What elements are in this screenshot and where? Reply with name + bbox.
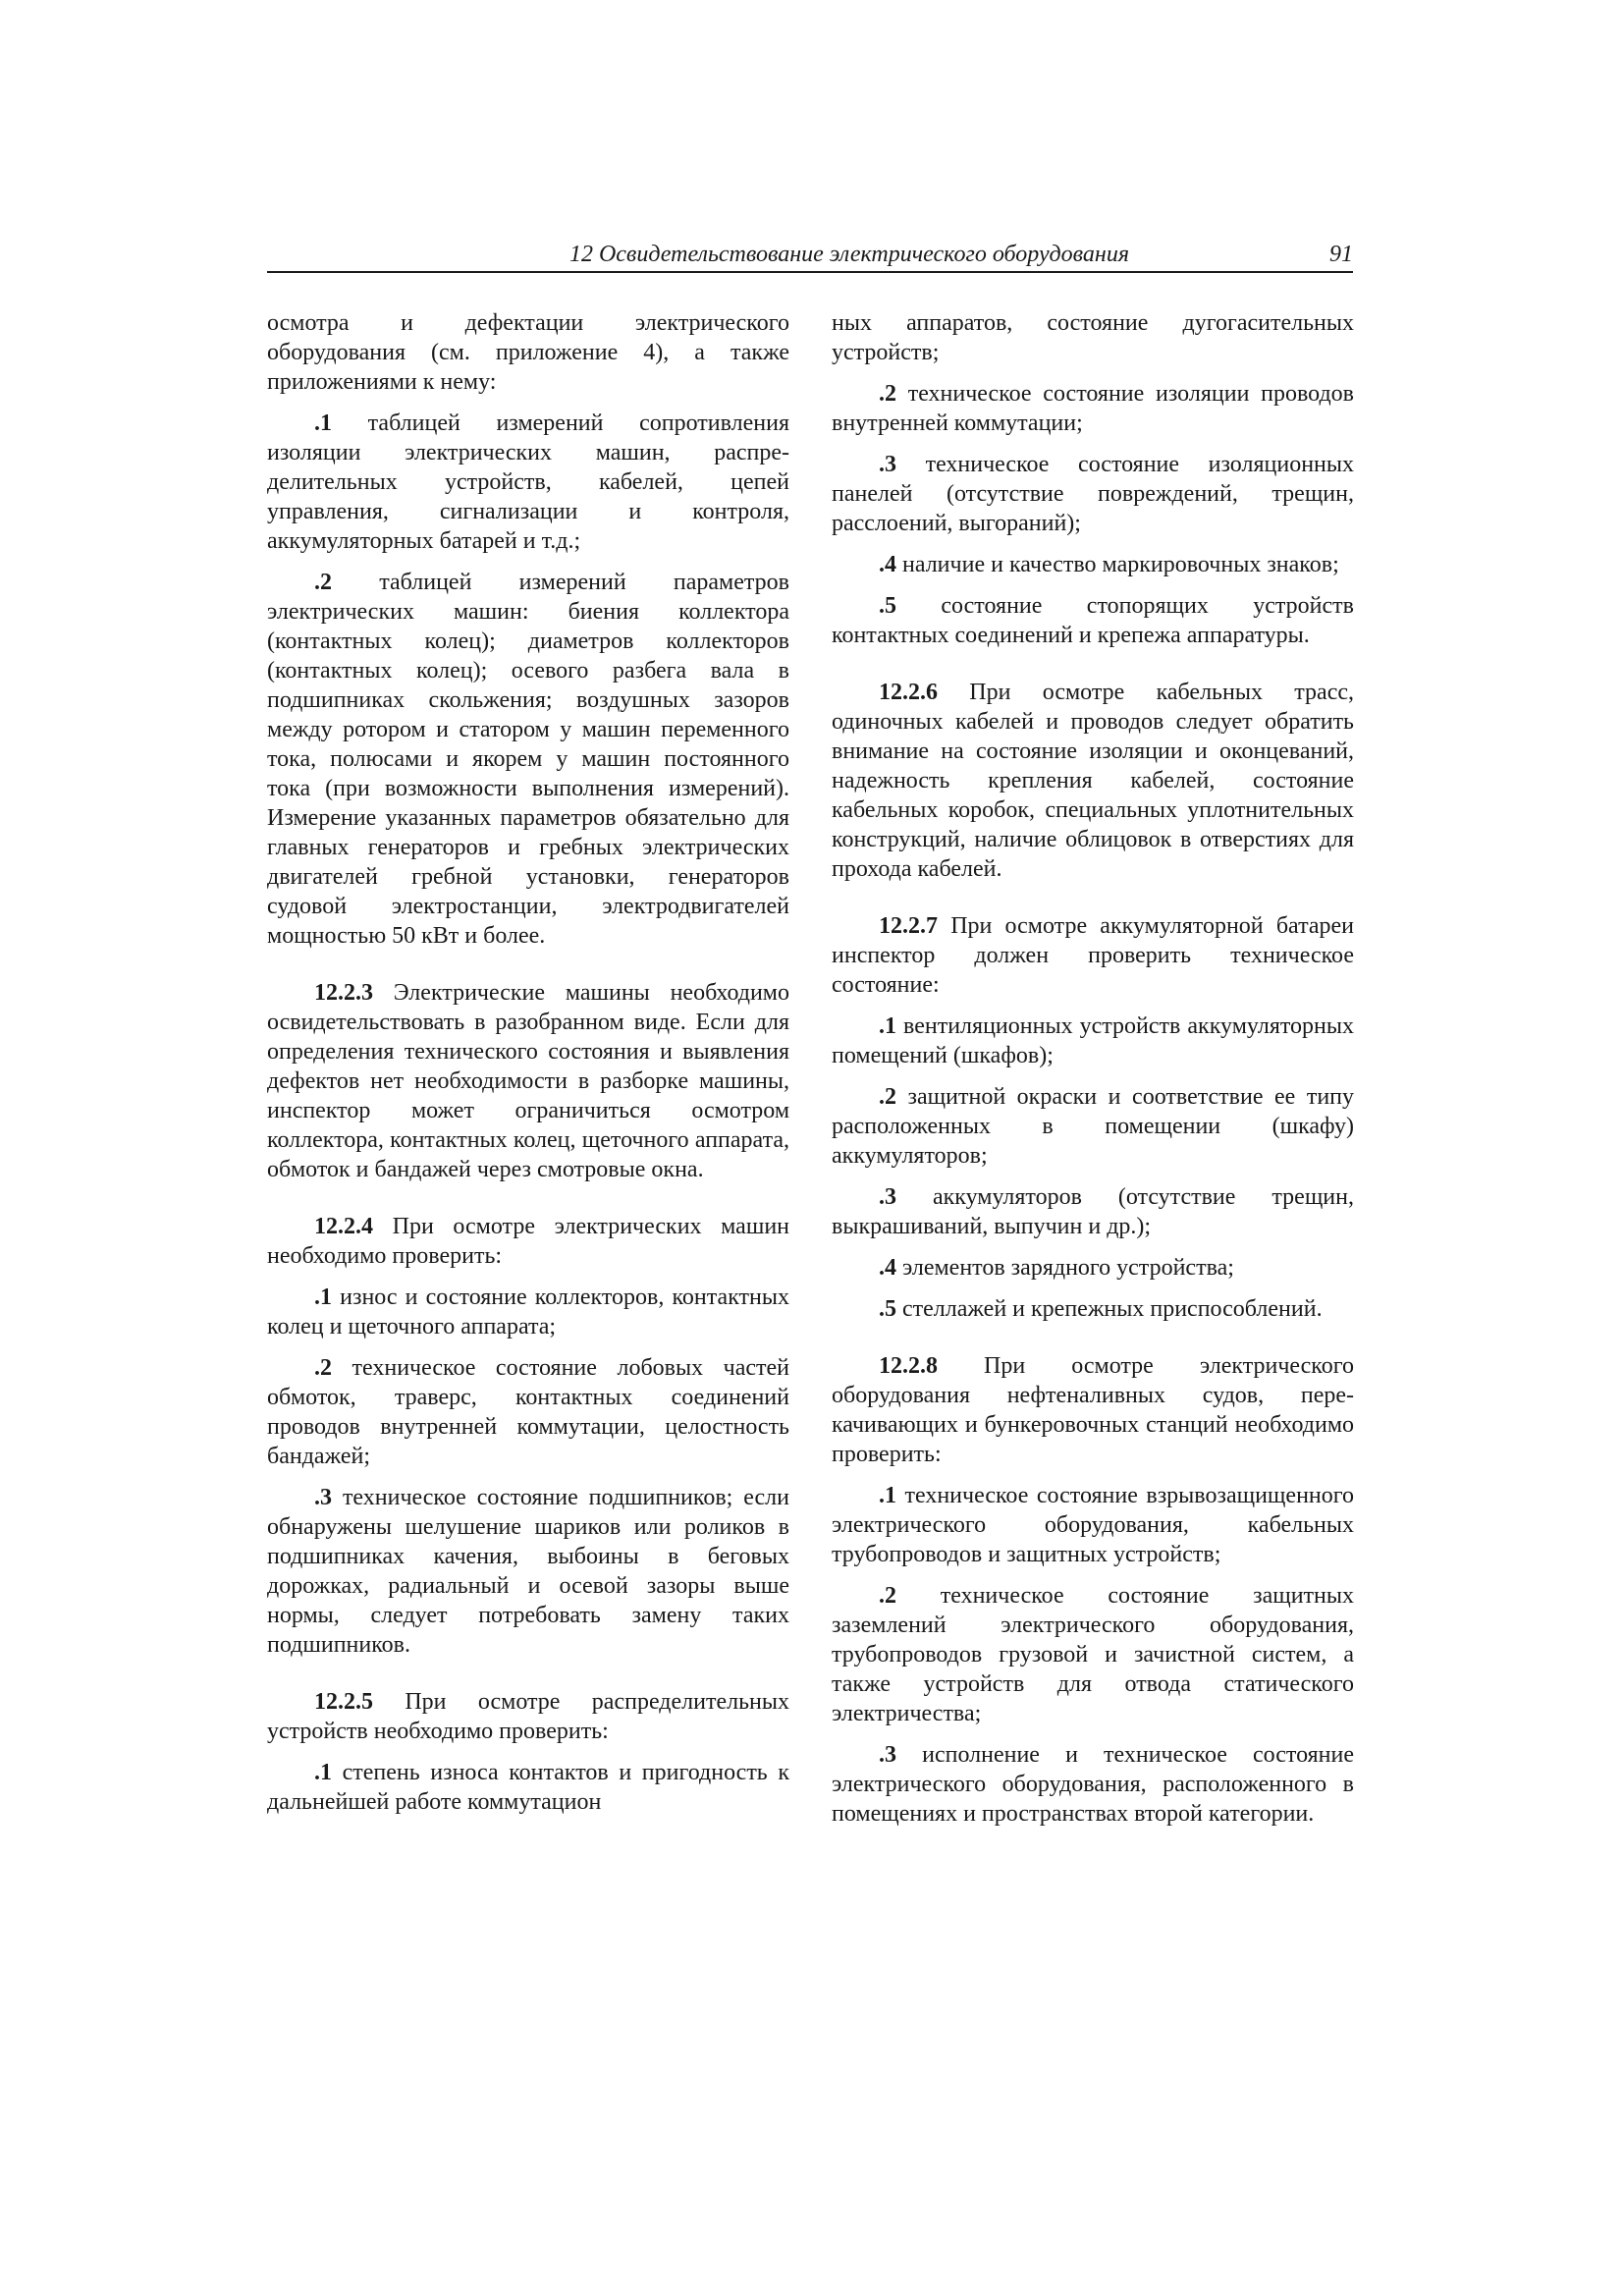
list-item	[267, 1758, 789, 1817]
section-paragraph	[832, 911, 1354, 1000]
paragraph	[267, 308, 789, 397]
item-number: .2	[314, 570, 332, 595]
item-text: износ и состояние коллекторов, контактных колец и щеточного аппарата;	[267, 1285, 789, 1339]
list-item	[832, 1481, 1354, 1569]
item-number: .5	[879, 593, 896, 619]
section-number: 12.2.7	[879, 913, 938, 939]
paragraph-text: осмотра и дефектации электрического оборудования (см. приложение 4), а также приложениями к нему:	[267, 310, 789, 395]
section-number: 12.2.3	[314, 980, 373, 1006]
section-paragraph	[267, 1687, 789, 1746]
left-column	[267, 308, 789, 1817]
running-header	[267, 238, 1353, 273]
item-number: .1	[879, 1483, 896, 1508]
list-item	[267, 568, 789, 951]
item-text: техническое состояние защитных заземлений электрического оборудования, трубопроводов грузовой и зачистной систем, а также устройств для отвода статического электричества;	[832, 1583, 1354, 1726]
item-number: .5	[879, 1296, 896, 1322]
list-item	[267, 1353, 789, 1471]
section-paragraph	[832, 1351, 1354, 1469]
section-text: При осмотре кабельных трасс, одиночных кабелей и проводов следует обратить внимание на состояние изоляции и оконцеваний, надежность крепления кабелей, состояние кабельных коробок, специальных уплотнительных конструкций, наличие облицовок в отверстиях для прохода кабелей.	[832, 680, 1354, 882]
section-paragraph	[267, 1212, 789, 1271]
item-number: .2	[314, 1355, 332, 1381]
paragraph-text: ных аппаратов, состояние дугогасительных устройств;	[832, 310, 1354, 365]
page-number: 91	[1329, 242, 1353, 267]
list-item	[267, 409, 789, 556]
list-item	[267, 1483, 789, 1660]
item-text: защитной окраски и соответствие ее типу расположенных в помещении (шкафу) аккумуляторов;	[832, 1084, 1354, 1169]
item-text: вентиляционных устройств аккумуляторных помещений (шкафов);	[832, 1013, 1354, 1068]
list-item	[832, 1740, 1354, 1829]
section-number: 12.2.8	[879, 1353, 938, 1379]
item-number: .2	[879, 1583, 896, 1609]
list-item	[832, 1253, 1354, 1283]
item-number: .4	[879, 1255, 896, 1281]
list-item	[832, 591, 1354, 650]
section-text: При осмотре электрического оборудования нефтеналивных судов, перекачивающих и бункеровочных станций необходимо проверить:	[832, 1353, 1354, 1467]
chapter-title: 12 Освидетельствование электрического оборудования	[568, 242, 1129, 267]
item-number: .2	[879, 1084, 896, 1110]
item-text: техническое состояние изоляционных панелей (отсутствие повреждений, трещин, расслоений, выгораний);	[832, 452, 1354, 536]
item-number: .3	[314, 1485, 332, 1510]
item-text: исполнение и техническое состояние электрического оборудования, расположенного в помещениях и пространствах второй категории.	[832, 1742, 1354, 1827]
section-text: Электрические машины необходимо освидетельствовать в разобранном виде. Если для определения технического состояния и выявления дефектов нет необходимости в разборке машины, инспектор может ограничиться осмотром коллектора, контактных колец, щеточного аппарата, обмоток и бандажей через смотровые окна.	[267, 980, 789, 1182]
item-text: наличие и качество маркировочных знаков;	[896, 552, 1339, 577]
item-number: .3	[879, 452, 896, 477]
item-number: .1	[879, 1013, 896, 1039]
item-text: стеллажей и крепежных приспособлений.	[896, 1296, 1323, 1322]
item-text: техническое состояние подшипников; если обнаружены шелушение шариков или роликов в подшипниках качения, выбоины в беговых дорожках, радиальный и осевой зазоры выше нормы, следует потребовать замену таких подшипников.	[267, 1485, 789, 1658]
item-text: таблицей измерений сопротивления изоляции электрических машин, распределительных устройств, кабелей, цепей управления, сигнализации и контроля, аккумуляторных батарей и т.д.;	[267, 410, 789, 554]
list-item	[832, 1294, 1354, 1324]
item-text: техническое состояние лобовых частей обмоток, траверс, контактных соединений проводов внутренней коммутации, целостность бандажей;	[267, 1355, 789, 1469]
section-paragraph	[832, 678, 1354, 884]
list-item	[832, 550, 1354, 579]
list-item	[832, 450, 1354, 538]
item-number: .3	[879, 1742, 896, 1768]
item-number: .1	[314, 1760, 332, 1785]
item-text: таблицей измерений параметров электрических машин: биения коллектора (контактных колец); диаметров коллекторов (контактных колец); осевого разбега вала в подшипниках скольжения; воздушных зазоров между ротором и статором у машин переменного тока, полюсами и якорем у машин постоянного тока (при возможности выполнения измерений). Измерение указанных параметров обязательно для главных генераторов и гребных электрических двигателей гребной установки, генераторов судовой электростанции, электродвигателей мощностью 50 кВт и более.	[267, 570, 789, 949]
section-paragraph	[267, 978, 789, 1184]
item-text: техническое состояние взрывозащищенного электрического оборудования, кабельных трубопроводов и защитных устройств;	[832, 1483, 1354, 1567]
item-number: .2	[879, 381, 896, 407]
paragraph	[832, 308, 1354, 367]
item-number: .1	[314, 1285, 332, 1310]
item-number: .3	[879, 1184, 896, 1210]
list-item	[832, 1011, 1354, 1070]
section-text: При осмотре аккумуляторной батареи инспектор должен проверить техническое состояние:	[832, 913, 1354, 998]
list-item	[267, 1283, 789, 1341]
section-number: 12.2.6	[879, 680, 938, 705]
section-text: При осмотре электрических машин необходимо проверить:	[267, 1214, 789, 1269]
item-text: состояние стопорящих устройств контактных соединений и крепежа аппаратуры.	[832, 593, 1354, 648]
item-number: .4	[879, 552, 896, 577]
section-number: 12.2.4	[314, 1214, 373, 1239]
item-number: .1	[314, 410, 332, 436]
section-number: 12.2.5	[314, 1689, 373, 1715]
item-text: элементов зарядного устройства;	[896, 1255, 1234, 1281]
list-item	[832, 379, 1354, 438]
list-item	[832, 1182, 1354, 1241]
section-text: При осмотре распределительных устройств необходимо проверить:	[267, 1689, 789, 1744]
list-item	[832, 1581, 1354, 1728]
list-item	[832, 1082, 1354, 1171]
item-text: аккумуляторов (отсутствие трещин, выкрашиваний, выпучин и др.);	[832, 1184, 1354, 1239]
item-text: степень износа контактов и пригодность к дальнейшей работе коммутацион	[267, 1760, 789, 1815]
item-text: техническое состояние изоляции проводов внутренней коммутации;	[832, 381, 1354, 436]
right-column	[832, 308, 1354, 1829]
